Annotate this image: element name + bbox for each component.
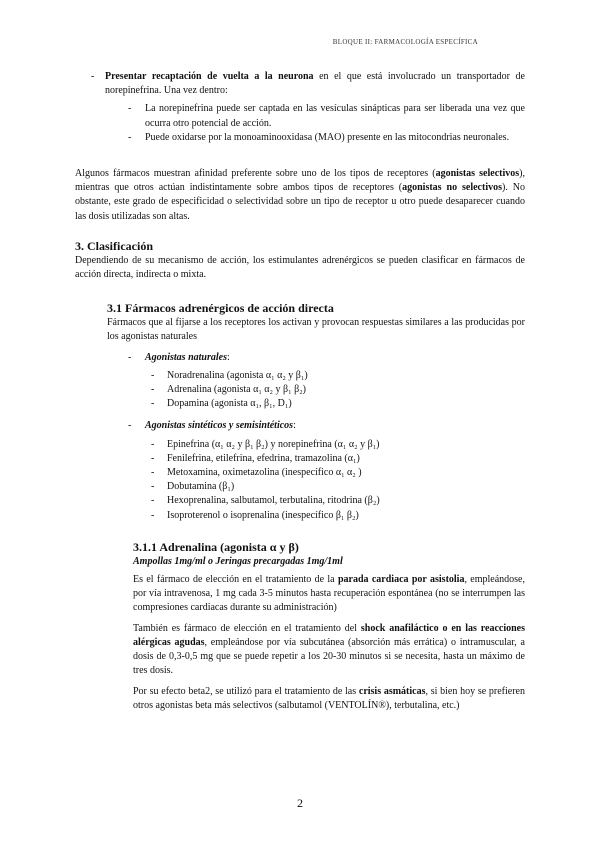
intro-sub-item: - Puede oxidarse por la monoaminooxidasa (MAO) presente en las mitocondrias neuronales. bbox=[75, 131, 525, 145]
synthetic-agonists-list bbox=[75, 438, 525, 523]
paragraph-bold: crisis asmáticas bbox=[358, 685, 426, 697]
list-item: - Fenilefrina, etilefrina, efedrina, tramazolina (α₁) bbox=[75, 452, 525, 466]
section-3-1-1-subtitle: Ampollas 1mg/ml o Jeringas precargadas 1mg/1ml bbox=[133, 555, 343, 567]
intro-bullet-text: en el que está involucrado un transportador de norepinefrina. Una vez dentro: bbox=[105, 71, 525, 97]
list-item: - Metoxamina, oximetazolina (inespecífico α₁ α₂ ) bbox=[75, 466, 525, 480]
page-content bbox=[75, 70, 525, 713]
page-number: 2 bbox=[297, 796, 303, 810]
paragraph-bold: shock anafiláctico o en las reacciones alérgicas agudas bbox=[133, 622, 525, 648]
affinity-text: ), mientras que otros actúan indistintamente sobre ambos tipos de receptores ( bbox=[75, 168, 525, 194]
paragraph-text: , empleándose por vía subcutánea (absorción más errática) o intramuscular, a dosis de 0,3-0,5 mg que se puede repetir a los 20-30 minutos si se necesita, hasta un máximo de tres dosis. bbox=[133, 636, 525, 677]
section-3-title: 3. Clasificación bbox=[75, 238, 153, 253]
list-item: - Epinefrina (α₁ α₂ y β₁ β₂) y norepinefrina (α₁ α₂ y β₁) bbox=[75, 438, 525, 452]
adrenalina-paragraph-1 bbox=[133, 573, 525, 616]
list-item: - Noradrenalina (agonista α₁ α₂ y β₁) bbox=[75, 369, 525, 383]
section-3-1 bbox=[107, 300, 525, 344]
list-item: - Hexoprenalina, salbutamol, terbutalina, ritodrina (β₂) bbox=[75, 494, 525, 508]
affinity-text: Algunos fármacos muestran afinidad preferente sobre uno de los tipos de receptores ( bbox=[75, 168, 436, 180]
list-item: - Adrenalina (agonista α₁ α₂ y β₁ β₂) bbox=[75, 383, 525, 397]
section-3-text: Dependiendo de su mecanismo de acción, los estimulantes adrenérgicos se pueden clasificar en fármacos de acción directa, indirecta o mixta. bbox=[75, 254, 525, 281]
paragraph-text: , si bien hoy se prefieren otros agonistas beta más selectivos (salbutamol (VENTOLÍN®), terbutalina, etc.) bbox=[133, 685, 525, 711]
adrenalina-paragraph-2 bbox=[133, 622, 525, 679]
section-3-1-1-title: 3.1.1 Adrenalina (agonista α y β) bbox=[133, 539, 299, 554]
intro-sub-list bbox=[75, 102, 525, 145]
intro-bullet-bold: Presentar recaptación de vuelta a la neurona bbox=[105, 71, 314, 82]
adrenalina-paragraph-3 bbox=[133, 685, 525, 713]
natural-agonists-block bbox=[75, 351, 525, 412]
synthetic-agonists-label: - Agonistas sintéticos y semisintéticos: bbox=[75, 419, 525, 433]
intro-bullet bbox=[75, 70, 525, 98]
running-header: BLOQUE II: FARMACOLOGÍA ESPECÍFICA bbox=[332, 38, 478, 46]
paragraph-bold: parada cardiaca por asistolia bbox=[337, 574, 465, 586]
paragraph-text: , empleándose, por vía intravenosa, 1 mg cada 3-5 minutos hasta recuperación espontánea (no se interrumpen las compresiones cardiacas durante su administración) bbox=[133, 574, 525, 614]
list-item: - Dopamina (agonista α₁, β₁, D₁) bbox=[75, 397, 525, 411]
list-item: - Dobutamina (β₁) bbox=[75, 480, 525, 494]
synthetic-agonists-label-text: Agonistas sintéticos y semisintéticos bbox=[145, 420, 294, 432]
affinity-text: ). No obstante, este grado de especificidad o selectividad sobre un tipo de receptor u otro puede desaparecer cuando las dosis utilizadas son altas. bbox=[75, 182, 525, 222]
natural-agonists-label-text: Agonistas naturales bbox=[145, 351, 227, 363]
paragraph-text: También es fármaco de elección en el tratamiento del bbox=[133, 622, 361, 634]
synthetic-agonists-block bbox=[75, 419, 525, 522]
affinity-bold: agonistas selectivos bbox=[435, 168, 520, 180]
paragraph-text: Por su efecto beta2, se utilizó para el tratamiento de las bbox=[133, 685, 359, 697]
affinity-paragraph bbox=[75, 167, 525, 224]
list-item: - Isoproterenol o isoprenalina (inespecífico β₁ β₂) bbox=[75, 509, 525, 523]
intro-sub-item: - La norepinefrina puede ser captada en las vesículas sinápticas para ser liberada una vez que ocurra otro potencial de acción. bbox=[75, 102, 525, 130]
section-3-1-title: 3.1 Fármacos adrenérgicos de acción directa bbox=[107, 301, 334, 316]
affinity-bold: agonistas no selectivos bbox=[402, 182, 502, 194]
natural-agonists-list bbox=[75, 369, 525, 412]
section-3-1-1 bbox=[133, 539, 525, 713]
natural-agonists-label: - Agonistas naturales: bbox=[75, 351, 525, 365]
section-3-1-text: Fármacos que al fijarse a los receptores los activan y provocan respuestas similares a las producidas por los agonistas naturales bbox=[107, 317, 525, 343]
paragraph-text: Es el fármaco de elección en el tratamiento de la bbox=[133, 574, 338, 586]
